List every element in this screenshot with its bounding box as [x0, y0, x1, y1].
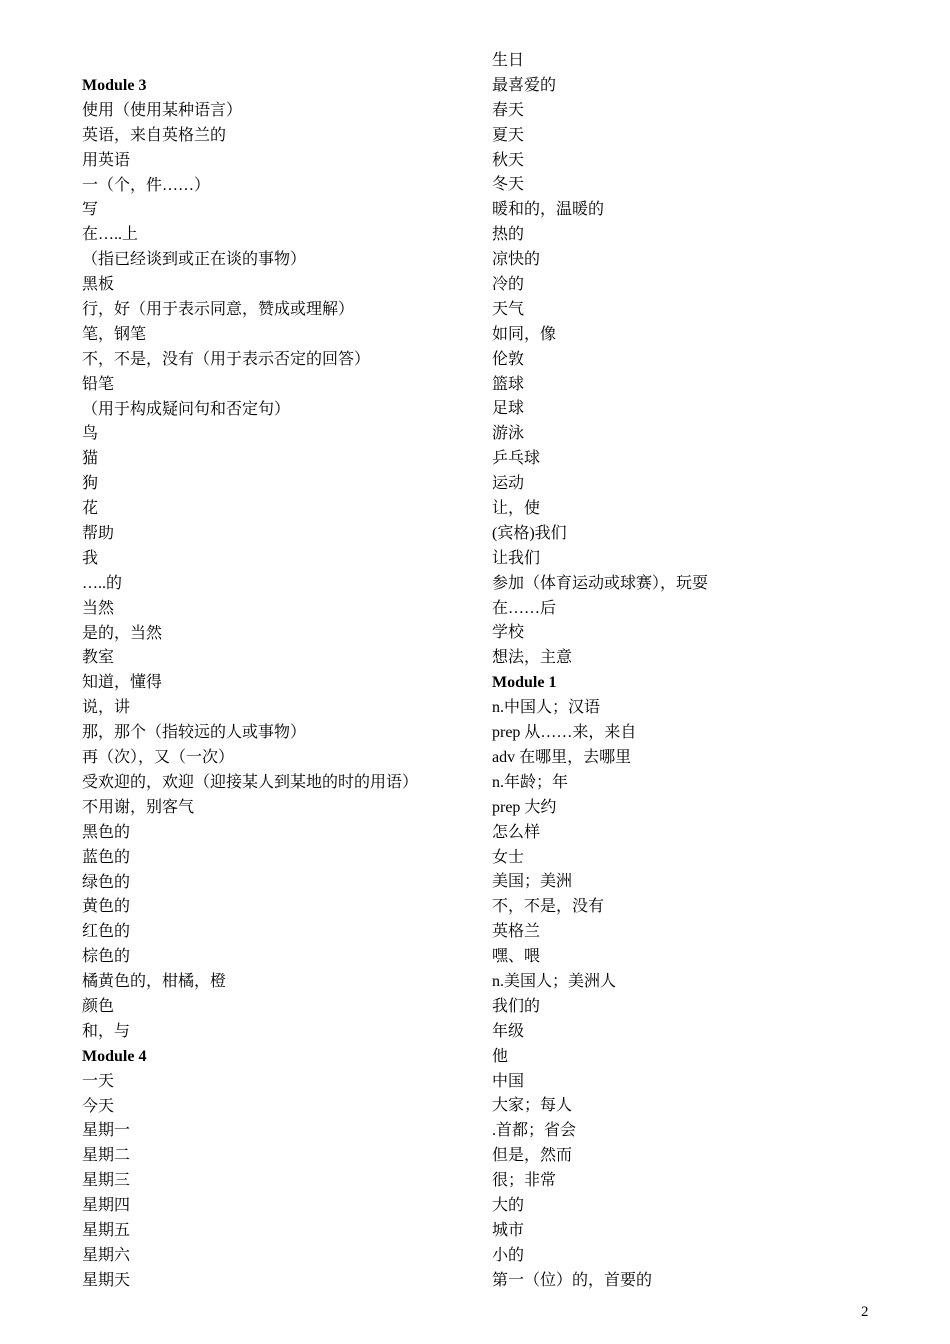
- vocab-entry: 冷的: [492, 276, 525, 294]
- vocab-entry: 让我们: [492, 549, 541, 567]
- vocab-entry: 在…..上: [82, 226, 139, 244]
- vocab-entry: prep 从……来，来自: [492, 724, 637, 742]
- vocab-entry: 今天: [82, 1097, 115, 1115]
- vocab-entry: 不，不是，没有: [492, 898, 605, 916]
- vocab-entry: 美国；美洲: [492, 873, 573, 891]
- vocab-entry: 和，与: [82, 1022, 131, 1040]
- vocab-entry: 英语，来自英格兰的: [82, 126, 227, 144]
- vocab-entry: 一（个，件……）: [82, 176, 211, 194]
- vocab-entry: 他: [492, 1047, 509, 1065]
- vocab-entry: (宾格)我们: [492, 524, 567, 542]
- vocab-entry: （用于构成疑问句和否定句）: [82, 400, 291, 418]
- vocab-entry: 暖和的，温暖的: [492, 201, 605, 219]
- vocab-entry: 不用谢，别客气: [82, 798, 195, 816]
- vocab-entry: 星期四: [82, 1197, 131, 1215]
- vocab-entry: 游泳: [492, 425, 525, 443]
- vocab-entry: adv 在哪里，去哪里: [492, 748, 632, 766]
- vocab-entry: 笔，钢笔: [82, 325, 147, 343]
- vocab-entry: 行，好（用于表示同意，赞成或理解）: [82, 301, 355, 319]
- vocab-entry: 第一（位）的，首要的: [492, 1271, 653, 1289]
- vocab-entry: 中国: [492, 1072, 525, 1090]
- vocab-entry: n.美国人；美洲人: [492, 972, 617, 990]
- vocab-entry: prep 大约: [492, 798, 557, 816]
- vocab-entry: 一天: [82, 1072, 115, 1090]
- vocab-entry: 小的: [492, 1246, 525, 1264]
- vocab-entry: 花: [82, 500, 99, 518]
- vocab-entry: 凉快的: [492, 251, 541, 269]
- left-column: [82, 74, 418, 1294]
- vocab-entry: 猫: [82, 450, 99, 468]
- vocab-entry: 星期二: [82, 1147, 131, 1165]
- vocab-entry: 乒乓球: [492, 450, 541, 468]
- vocab-entry: 再（次），又（一次）: [82, 749, 235, 767]
- vocab-entry: 春天: [492, 101, 525, 119]
- vocab-entry: 不，不是，没有（用于表示否定的回答）: [82, 350, 371, 368]
- module-heading: Module 1: [492, 674, 557, 692]
- page-number: 2: [861, 1304, 869, 1320]
- vocab-entry: 蓝色的: [82, 848, 131, 866]
- vocab-entry: 城市: [492, 1221, 525, 1239]
- vocab-entry: n.年龄；年: [492, 773, 569, 791]
- vocab-entry: 我: [82, 549, 99, 567]
- vocab-entry: 篮球: [492, 375, 525, 393]
- vocab-entry: 夏天: [492, 126, 525, 144]
- vocab-entry: 很；非常: [492, 1172, 557, 1190]
- vocab-entry: 英格兰: [492, 923, 541, 941]
- vocab-entry: 最喜爱的: [492, 76, 557, 94]
- vocab-entry: 大的: [492, 1196, 525, 1214]
- module-heading: Module 3: [82, 77, 147, 94]
- vocab-entry: 足球: [492, 400, 525, 418]
- vocab-entry: 但是，然而: [492, 1147, 573, 1165]
- vocab-entry: 伦敦: [492, 350, 525, 368]
- vocab-entry: 是的，当然: [82, 624, 163, 642]
- vocab-entry: 女士: [492, 848, 525, 866]
- vocab-entry: 如同，像: [492, 325, 557, 343]
- vocab-entry: 想法，主意: [492, 649, 573, 667]
- vocab-entry: n.中国人；汉语: [492, 699, 601, 717]
- vocab-entry: 狗: [82, 475, 99, 493]
- vocab-entry: 秋天: [492, 151, 525, 169]
- vocab-entry: 参加（体育运动或球赛），玩耍: [492, 574, 709, 592]
- vocab-entry: 使用（使用某种语言）: [82, 101, 243, 119]
- vocab-entry: 绿色的: [82, 873, 131, 891]
- vocab-entry: 教室: [82, 649, 115, 667]
- vocab-entry: 颜色: [82, 997, 115, 1015]
- vocab-entry: 受欢迎的，欢迎（迎接某人到某地的时的用语）: [82, 773, 419, 791]
- vocab-entry: 棕色的: [82, 948, 131, 966]
- vocab-entry: .首都；省会: [492, 1122, 577, 1140]
- vocab-entry: 星期一: [82, 1122, 131, 1140]
- vocab-entry: 星期三: [82, 1172, 131, 1190]
- vocab-entry: 铅笔: [82, 375, 115, 393]
- vocab-entry: 黑板: [82, 276, 115, 294]
- right-column: [492, 49, 708, 1294]
- vocab-entry: …..的: [82, 574, 123, 592]
- vocab-entry: 冬天: [492, 176, 525, 194]
- vocab-entry: 黄色的: [82, 898, 131, 916]
- vocab-entry: 说，讲: [82, 699, 131, 717]
- vocab-entry: 学校: [492, 624, 525, 642]
- vocab-entry: 当然: [82, 599, 115, 617]
- vocab-entry: 黑色的: [82, 823, 131, 841]
- module-heading: Module 4: [82, 1047, 147, 1065]
- vocab-entry: 星期六: [82, 1246, 131, 1264]
- vocab-entry: 在……后: [492, 599, 557, 617]
- vocab-entry: 怎么样: [492, 823, 541, 841]
- vocab-entry: 星期天: [82, 1271, 131, 1289]
- vocab-entry: 热的: [492, 226, 525, 244]
- vocab-entry: 嘿、喂: [492, 948, 541, 966]
- vocab-entry: 生日: [492, 52, 525, 69]
- vocab-entry: 橘黄色的，柑橘，橙: [82, 973, 227, 991]
- vocab-entry: 那，那个（指较远的人或事物）: [82, 724, 307, 742]
- vocab-entry: 帮助: [82, 525, 115, 543]
- vocab-entry: 大家；每人: [492, 1097, 573, 1115]
- vocab-entry: 我们的: [492, 997, 541, 1015]
- vocab-entry: 运动: [492, 475, 525, 493]
- vocab-entry: （指已经谈到或正在谈的事物）: [82, 251, 307, 269]
- vocab-entry: 星期五: [82, 1221, 131, 1239]
- vocab-entry: 用英语: [82, 151, 131, 169]
- vocab-entry: 让，使: [492, 500, 541, 518]
- vocab-entry: 鸟: [82, 425, 99, 443]
- vocab-entry: 红色的: [82, 923, 131, 941]
- vocab-entry: 年级: [492, 1022, 525, 1040]
- vocab-entry: 写: [82, 201, 99, 219]
- vocab-entry: 天气: [492, 300, 525, 318]
- vocab-entry: 知道，懂得: [82, 674, 163, 692]
